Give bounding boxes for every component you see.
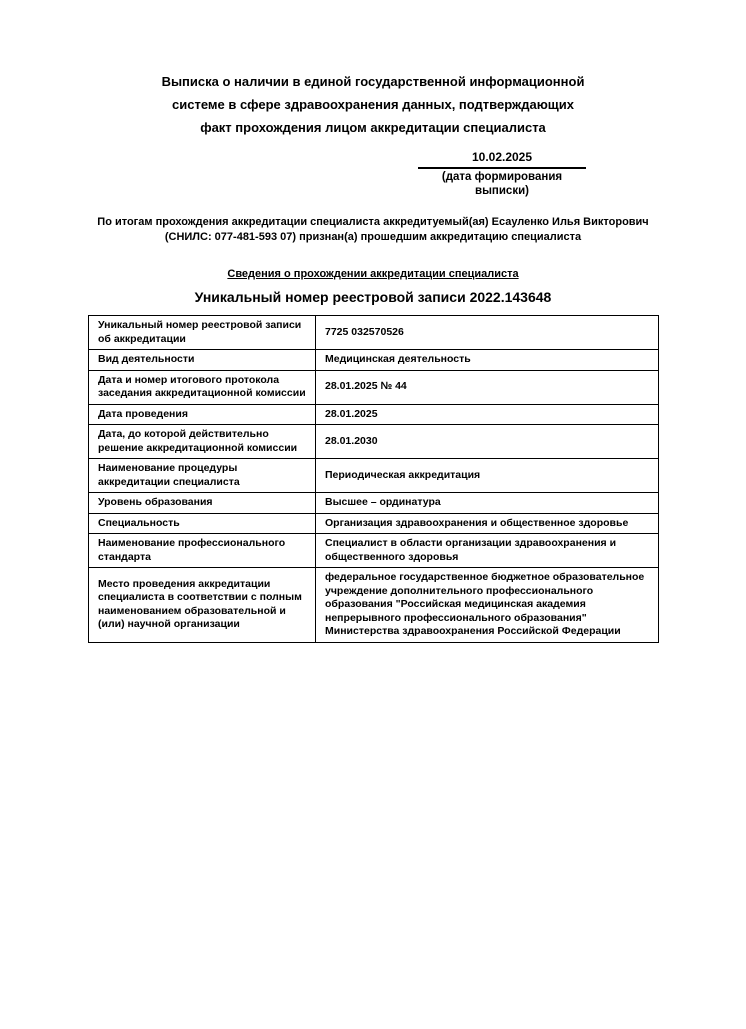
table-row xyxy=(89,493,659,514)
section-heading: Сведения о прохождении аккредитации специалиста xyxy=(227,268,519,280)
registry-number-heading: Уникальный номер реестровой записи 2022.143648 xyxy=(194,289,552,305)
table-row xyxy=(89,513,659,534)
row-value: Организация здравоохранения и общественное здоровье xyxy=(316,513,659,534)
row-value: 7725 032570526 xyxy=(316,316,659,350)
table-row xyxy=(89,568,659,643)
row-value: 28.01.2030 xyxy=(316,425,659,459)
table-row xyxy=(89,404,659,425)
row-label: Наименование процедуры аккредитации специалиста xyxy=(89,459,316,493)
formation-date-value: 10.02.2025 xyxy=(418,150,586,169)
table-row xyxy=(89,425,659,459)
row-label: Наименование профессионального стандарта xyxy=(89,534,316,568)
row-value: федеральное государственное бюджетное образовательное учреждение дополнительного профессионального образования "Российская медицинская академия непрерывного профессионального образования" Министерства здравоохранения Российской Федерации xyxy=(316,568,659,643)
row-label: Место проведения аккредитации специалиста в соответствии с полным наименованием образовательной и (или) научной организации xyxy=(89,568,316,643)
accreditation-table xyxy=(88,315,659,643)
row-label: Уровень образования xyxy=(89,493,316,514)
table-row xyxy=(89,370,659,404)
row-value: Высшее – ординатура xyxy=(316,493,659,514)
row-label: Вид деятельности xyxy=(89,350,316,371)
row-label: Специальность xyxy=(89,513,316,534)
table-row xyxy=(89,459,659,493)
row-value: 28.01.2025 № 44 xyxy=(316,370,659,404)
row-label: Уникальный номер реестровой записи об аккредитации xyxy=(89,316,316,350)
table-row xyxy=(89,534,659,568)
document-title: Выписка о наличии в единой государственной информационной системе в сфере здравоохранения данных, подтверждающих факт прохождения лицом аккредитации специалиста xyxy=(161,74,585,135)
row-label: Дата и номер итогового протокола заседания аккредитационной комиссии xyxy=(89,370,316,404)
formation-date-caption: (дата формирования выписки) xyxy=(441,171,563,197)
row-value: 28.01.2025 xyxy=(316,404,659,425)
table-row xyxy=(89,316,659,350)
intro-paragraph: По итогам прохождения аккредитации специалиста аккредитуемый(ая) Есауленко Илья Викторович (СНИЛС: 077-481-593 07) признан(а) прошедшим аккредитацию специалиста xyxy=(97,216,649,243)
row-label: Дата проведения xyxy=(89,404,316,425)
table-row xyxy=(89,350,659,371)
row-value: Медицинская деятельность xyxy=(316,350,659,371)
row-value: Периодическая аккредитация xyxy=(316,459,659,493)
formation-date-block xyxy=(418,150,586,198)
row-label: Дата, до которой действительно решение аккредитационной комиссии xyxy=(89,425,316,459)
row-value: Специалист в области организации здравоохранения и общественного здоровья xyxy=(316,534,659,568)
